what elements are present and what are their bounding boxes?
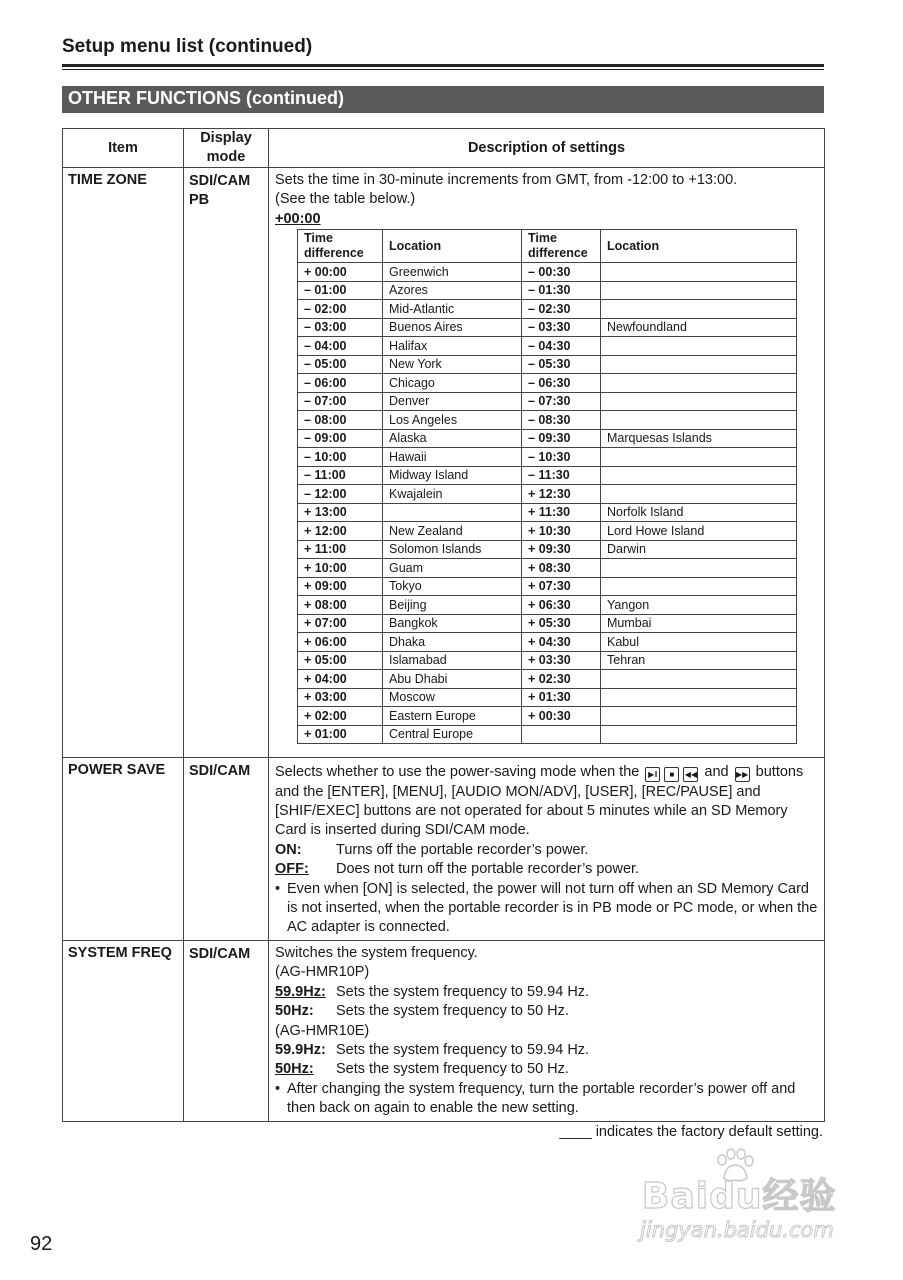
tz-location: Kwajalein [383,485,522,504]
tz-row [298,411,797,430]
tz-time-difference: – 02:30 [522,300,601,319]
tz-time-difference: – 05:30 [522,355,601,374]
tz-location: Newfoundland [601,318,797,337]
note: • Even when [ON] is selected, the power will not turn off when an SD Memory Card is not inserted, when the portable recorder is in PB mode or PC mode, or when the AC adapter is connected. [275,880,818,936]
tz-time-difference: – 09:30 [522,429,601,448]
tz-row [298,559,797,578]
heading-rule-thin [62,69,824,70]
tz-time-difference: – 10:00 [298,448,383,467]
tz-location [601,281,797,300]
tz-row [298,281,797,300]
tz-time-difference: – 08:30 [522,411,601,430]
tz-time-difference: + 01:00 [298,725,383,744]
tz-location: Mumbai [601,614,797,633]
tz-row [298,651,797,670]
tz-time-difference: + 11:00 [298,540,383,559]
tz-time-difference: + 11:30 [522,503,601,522]
watermark [640,1148,850,1248]
tz-row [298,485,797,504]
tz-time-difference: – 06:30 [522,374,601,393]
mode-line2: PB [189,192,210,208]
tz-time-difference: + 04:30 [522,633,601,652]
tz-location [601,725,797,744]
tz-row [298,614,797,633]
tz-location [601,337,797,356]
tz-location [601,707,797,726]
tz-time-difference: + 00:30 [522,707,601,726]
tz-time-difference: + 05:00 [298,651,383,670]
tz-time-difference: – 05:00 [298,355,383,374]
desc-line: Switches the system frequency. [275,944,478,961]
tz-row [298,466,797,485]
tz-row [298,300,797,319]
tz-row [298,688,797,707]
play-pause-icon: ▶‖ [645,767,660,782]
section-title: OTHER FUNCTIONS (continued) [62,86,824,113]
option-50hz: 50Hz: Sets the system frequency to 50 Hz. [275,1003,569,1020]
tz-time-difference: + 07:30 [522,577,601,596]
tz-time-difference: + 06:00 [298,633,383,652]
tz-time-difference: + 01:30 [522,688,601,707]
rewind-icon: ◀◀ [683,767,698,782]
mode-power-save: SDI/CAM [184,758,269,941]
tz-location: Lord Howe Island [601,522,797,541]
model-label: (AG-HMR10E) [275,1022,370,1039]
item-system-freq: SYSTEM FREQ [63,940,184,1121]
tz-location [601,577,797,596]
tz-location: Eastern Europe [383,707,522,726]
tz-time-difference: + 12:30 [522,485,601,504]
page-number: 92 [30,1233,53,1255]
tz-location: Midway Island [383,466,522,485]
tz-time-difference: – 12:00 [298,485,383,504]
item-power-save: POWER SAVE [63,758,184,941]
mode-time-zone [184,168,269,758]
option-59hz: 59.9Hz: Sets the system frequency to 59.94 Hz. [275,983,590,1000]
default-setting-note: ____ indicates the factory default setting. [559,1124,823,1140]
tz-time-difference: – 06:00 [298,374,383,393]
tz-location: Abu Dhabi [383,670,522,689]
tz-row [298,318,797,337]
tz-location: Hawaii [383,448,522,467]
tz-row [298,355,797,374]
header-display-mode-line1: Display [200,130,252,146]
tz-time-difference: + 06:30 [522,596,601,615]
desc-line: (See the table below.) [275,191,416,208]
tz-time-difference: + 04:00 [298,670,383,689]
desc-time-zone [269,168,825,758]
tz-row [298,707,797,726]
tz-location [601,559,797,578]
page-heading: Setup menu list (continued) [62,36,313,57]
desc-line: Sets the time in 30-minute increments from GMT, from -12:00 to +13:00. [275,172,738,188]
tz-location: Denver [383,392,522,411]
tz-location: Dhaka [383,633,522,652]
tz-time-difference: + 09:00 [298,577,383,596]
tz-row [298,448,797,467]
tz-time-difference: + 03:30 [522,651,601,670]
tz-row [298,725,797,744]
tz-time-difference: – 07:30 [522,392,601,411]
tz-location [601,411,797,430]
row-power-save [63,758,825,941]
tz-location: Darwin [601,540,797,559]
header-display-mode [184,129,269,168]
tz-row [298,392,797,411]
option-off: OFF: Does not turn off the portable recorder’s power. [275,861,640,878]
tz-time-difference: – 11:00 [298,466,383,485]
tz-location: Tehran [601,651,797,670]
tz-location: Alaska [383,429,522,448]
desc-paragraph: Selects whether to use the power-saving mode when the ▶‖ ■ ◀◀ and ▶▶ buttons and the [ENTER], [MENU], [AUDIO MON/ADV], [USER], [REC/PAUSE] and [SHIF/EXEC] buttons are not operated for about 5 minutes while an SD Memory Card is inserted during SDI/CAM mode. [275,764,804,839]
option-59hz: 59.9Hz: Sets the system frequency to 59.94 Hz. [275,1041,590,1058]
tz-location: Chicago [383,374,522,393]
tz-location: Central Europe [383,725,522,744]
tz-location: Buenos Aires [383,318,522,337]
tz-location: Guam [383,559,522,578]
default-value: +00:00 [275,210,321,227]
tz-location [601,300,797,319]
tz-time-difference: + 09:30 [522,540,601,559]
tz-location: Moscow [383,688,522,707]
tz-location: Solomon Islands [383,540,522,559]
watermark-url: jingyan.baidu.com [640,1218,834,1242]
tz-time-difference: + 08:00 [298,596,383,615]
tz-header-diff: Time difference [298,230,383,263]
time-zone-table [297,229,797,744]
row-time-zone [63,168,825,758]
tz-time-difference: – 01:30 [522,281,601,300]
tz-location [601,263,797,282]
tz-time-difference: + 00:00 [298,263,383,282]
tz-row [298,670,797,689]
tz-location: Tokyo [383,577,522,596]
watermark-logo: Baidu经验 [642,1176,837,1217]
tz-location: Islamabad [383,651,522,670]
tz-row [298,503,797,522]
tz-time-difference: – 01:00 [298,281,383,300]
heading-rule [62,64,824,67]
row-system-freq [63,940,825,1121]
tz-time-difference: + 10:30 [522,522,601,541]
header-item: Item [63,129,184,168]
mode-system-freq: SDI/CAM [184,940,269,1121]
tz-time-difference: + 13:00 [298,503,383,522]
tz-time-difference: – 04:30 [522,337,601,356]
tz-time-difference: + 07:00 [298,614,383,633]
desc-system-freq [269,940,825,1121]
tz-location: Halifax [383,337,522,356]
settings-table [62,128,825,1122]
desc-power-save [269,758,825,941]
tz-location [601,355,797,374]
header-description: Description of settings [269,129,825,168]
fast-forward-icon: ▶▶ [735,767,750,782]
tz-header-location: Location [383,230,522,263]
tz-location [601,670,797,689]
tz-row [298,633,797,652]
tz-row [298,337,797,356]
tz-time-difference: + 12:00 [298,522,383,541]
model-label: (AG-HMR10P) [275,964,370,981]
mode-line1: SDI/CAM [189,173,251,189]
tz-time-difference: – 03:00 [298,318,383,337]
tz-location [601,392,797,411]
stop-icon: ■ [664,767,679,782]
tz-location: Los Angeles [383,411,522,430]
tz-location [601,688,797,707]
tz-time-difference: + 02:00 [298,707,383,726]
tz-location [601,374,797,393]
tz-time-difference: + 08:30 [522,559,601,578]
tz-row [298,263,797,282]
tz-time-difference: – 09:00 [298,429,383,448]
tz-time-difference: – 10:30 [522,448,601,467]
tz-time-difference [522,725,601,744]
table-header-row [63,129,825,168]
item-time-zone: TIME ZONE [63,168,184,758]
tz-header-row [298,230,797,263]
tz-location [601,466,797,485]
tz-time-difference: – 02:00 [298,300,383,319]
option-50hz: 50Hz: Sets the system frequency to 50 Hz. [275,1061,569,1078]
tz-location [601,485,797,504]
tz-row [298,429,797,448]
tz-time-difference: + 10:00 [298,559,383,578]
tz-location: Greenwich [383,263,522,282]
tz-location: Marquesas Islands [601,429,797,448]
tz-time-difference: – 07:00 [298,392,383,411]
tz-location: New York [383,355,522,374]
tz-time-difference: + 05:30 [522,614,601,633]
tz-location: New Zealand [383,522,522,541]
tz-header-diff: Time difference [522,230,601,263]
tz-row [298,374,797,393]
tz-location: Beijing [383,596,522,615]
tz-row [298,577,797,596]
tz-time-difference: – 00:30 [522,263,601,282]
tz-location: Azores [383,281,522,300]
tz-location: Mid-Atlantic [383,300,522,319]
tz-row [298,596,797,615]
tz-time-difference: – 08:00 [298,411,383,430]
tz-time-difference: + 03:00 [298,688,383,707]
tz-header-location: Location [601,230,797,263]
tz-location [601,448,797,467]
tz-row [298,540,797,559]
note: • After changing the system frequency, turn the portable recorder’s power off and then back on again to enable the new setting. [275,1080,796,1117]
tz-time-difference: – 03:30 [522,318,601,337]
tz-location: Bangkok [383,614,522,633]
tz-location [383,503,522,522]
header-display-mode-line2: mode [206,149,246,165]
tz-location: Norfolk Island [601,503,797,522]
tz-location: Yangon [601,596,797,615]
option-on: ON: Turns off the portable recorder’s power. [275,841,589,858]
tz-time-difference: + 02:30 [522,670,601,689]
tz-location: Kabul [601,633,797,652]
tz-time-difference: – 04:00 [298,337,383,356]
tz-time-difference: – 11:30 [522,466,601,485]
tz-row [298,522,797,541]
